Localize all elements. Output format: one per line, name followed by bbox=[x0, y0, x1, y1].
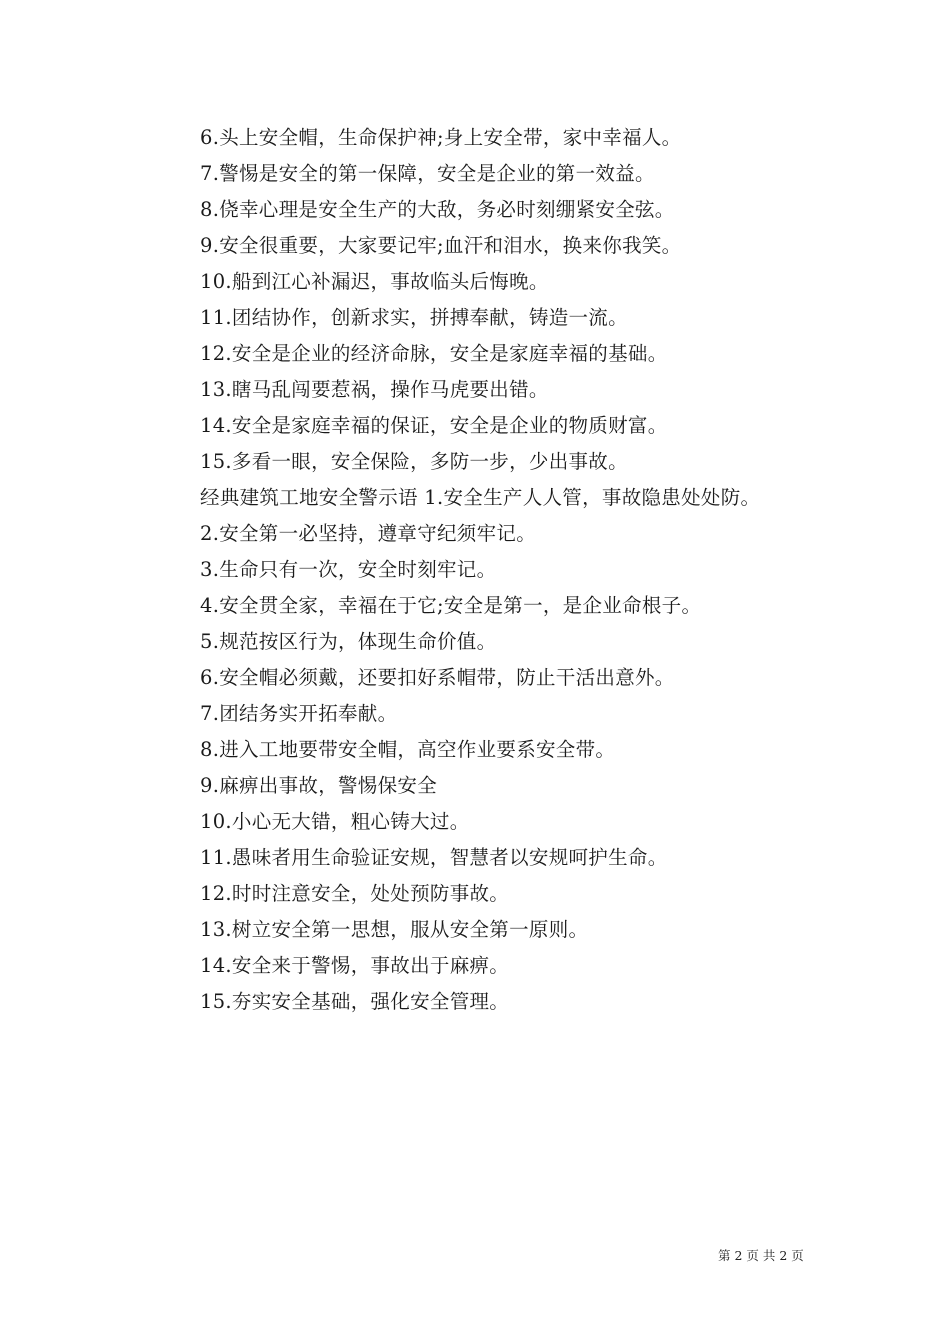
text-line: 4.安全贯全家，幸福在于它;安全是第一，是企业命根子。 bbox=[200, 594, 702, 617]
text-line: 10.小心无大错，粗心铸大过。 bbox=[200, 810, 470, 833]
text-line: 9.麻痹出事故，警惕保安全 bbox=[200, 774, 438, 797]
text-line: 8.侥幸心理是安全生产的大敌，务必时刻绷紧安全弦。 bbox=[200, 198, 675, 221]
text-line: 14.安全来于警惕，事故出于麻痹。 bbox=[200, 954, 510, 977]
text-line: 13.树立安全第一思想，服从安全第一原则。 bbox=[200, 918, 589, 941]
text-line: 6.头上安全帽，生命保护神;身上安全带，家中幸福人。 bbox=[200, 126, 682, 149]
text-line: 2.安全第一必坚持，遵章守纪须牢记。 bbox=[200, 522, 537, 545]
text-line: 10.船到江心补漏迟，事故临头后悔晚。 bbox=[200, 270, 549, 293]
text-line: 6.安全帽必须戴，还要扣好系帽带，防止干活出意外。 bbox=[200, 666, 675, 689]
text-line: 9.安全很重要，大家要记牢;血汗和泪水，换来你我笑。 bbox=[200, 234, 682, 257]
text-line: 14.安全是家庭幸福的保证，安全是企业的物质财富。 bbox=[200, 414, 668, 437]
text-line: 8.进入工地要带安全帽，高空作业要系安全带。 bbox=[200, 738, 616, 761]
text-line: 15.夯实安全基础，强化安全管理。 bbox=[200, 990, 510, 1013]
text-line: 3.生命只有一次，安全时刻牢记。 bbox=[200, 558, 497, 581]
text-line: 5.规范按区行为，体现生命价值。 bbox=[200, 630, 497, 653]
text-line: 11.愚味者用生命验证安规，智慧者以安规呵护生命。 bbox=[200, 846, 668, 869]
text-line: 13.瞎马乱闯要惹祸，操作马虎要出错。 bbox=[200, 378, 549, 401]
text-line: 11.团结协作，创新求实，拼搏奉献，铸造一流。 bbox=[200, 306, 628, 329]
text-line: 12.时时注意安全，处处预防事故。 bbox=[200, 882, 510, 905]
text-line: 15.多看一眼，安全保险，多防一步，少出事故。 bbox=[200, 450, 628, 473]
text-line: 12.安全是企业的经济命脉，安全是家庭幸福的基础。 bbox=[200, 342, 668, 365]
page-number: 第 2 页 共 2 页 bbox=[718, 1248, 804, 1263]
section-paragraph: 经典建筑工地安全警示语 1.安全生产人人管，事故隐患处处防。 bbox=[200, 486, 761, 509]
text-line: 7.团结务实开拓奉献。 bbox=[200, 702, 398, 725]
document-body bbox=[143, 120, 808, 1020]
text-line: 7.警惕是安全的第一保障，安全是企业的第一效益。 bbox=[200, 162, 655, 185]
